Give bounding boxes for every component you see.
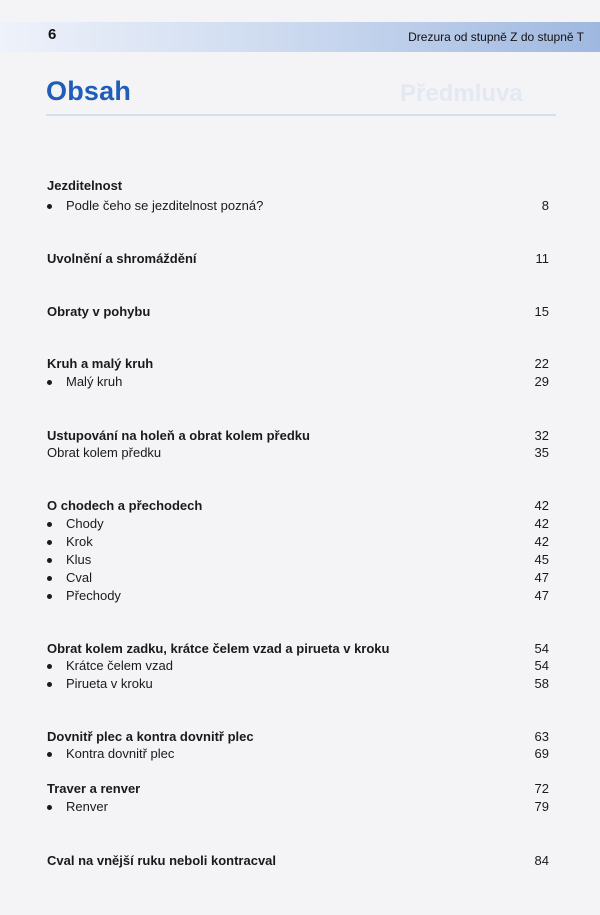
toc-section-row — [0, 251, 600, 269]
toc-section-row — [0, 304, 600, 322]
toc-page-number: 54 — [534, 658, 549, 673]
toc-page-number: 47 — [534, 588, 549, 603]
toc-section-title: Dovnitř plec a kontra dovnitř plec — [47, 729, 254, 744]
toc-page-number: 58 — [534, 676, 549, 691]
toc-page-number: 42 — [534, 498, 549, 513]
toc-section-title: Ustupování na holeň a obrat kolem předku — [47, 428, 310, 443]
toc-page-number: 69 — [534, 746, 549, 761]
toc-entry-title: Chody — [66, 516, 104, 531]
toc-section-title: Uvolnění a shromáždění — [47, 251, 197, 266]
running-title: Drezura od stupně Z do stupně T — [408, 30, 584, 44]
toc-section-row — [0, 428, 600, 446]
toc-entry-title: Renver — [66, 799, 108, 814]
toc-entry-row — [0, 658, 600, 676]
toc-entry-title: Krátce čelem vzad — [66, 658, 173, 673]
toc-entry-row — [0, 534, 600, 552]
toc-entry-row — [0, 445, 600, 463]
toc-entry-row — [0, 198, 600, 216]
toc-page-number: 29 — [534, 374, 549, 389]
toc-section-row — [0, 498, 600, 516]
toc-section-row — [0, 641, 600, 659]
toc-entry-title: Přechody — [66, 588, 121, 603]
toc-page-number: 42 — [534, 516, 549, 531]
toc-section-title: Jezditelnost — [47, 178, 123, 193]
toc-entry-title: Pirueta v kroku — [66, 676, 153, 691]
toc-section-title: Traver a renver — [47, 781, 141, 796]
toc-entry-title: Klus — [66, 552, 92, 567]
toc-section-row — [0, 178, 600, 196]
toc-page-number: 11 — [535, 251, 549, 266]
toc-entry-row — [0, 588, 600, 606]
toc-entry-row — [0, 676, 600, 694]
toc-section-title: Obrat kolem zadku, krátce čelem vzad a pirueta v kroku — [47, 641, 390, 656]
show-through-heading: Předmluva — [400, 80, 523, 107]
toc-entry-title: Kontra dovnitř plec — [66, 746, 175, 761]
toc-section-row — [0, 729, 600, 747]
toc-entry-title: Obrat kolem předku — [47, 445, 162, 460]
toc-section-row — [0, 853, 600, 871]
toc-page-number: 35 — [534, 445, 549, 460]
toc-page-number: 54 — [534, 641, 549, 656]
toc-page-number: 47 — [534, 570, 549, 585]
toc-section-title: Obraty v pohybu — [47, 304, 151, 319]
toc-page-number: 84 — [534, 853, 549, 868]
toc-page-number: 63 — [534, 729, 549, 744]
toc-entry-row — [0, 746, 600, 764]
page-number: 6 — [48, 26, 57, 43]
toc-entry-row — [0, 374, 600, 392]
toc-entry-row — [0, 516, 600, 534]
toc-entry-title: Krok — [66, 534, 93, 549]
contents-title: Obsah — [46, 76, 132, 106]
toc-entry-title: Malý kruh — [66, 374, 123, 389]
toc-entry-row — [0, 552, 600, 570]
toc-page-number: 42 — [534, 534, 549, 549]
toc-page-number: 22 — [534, 356, 549, 371]
toc-section-title: Kruh a malý kruh — [47, 356, 154, 371]
toc-section-row — [0, 356, 600, 374]
toc-page-number: 15 — [534, 304, 549, 319]
toc-entry-row — [0, 570, 600, 588]
toc-entry-title: Cval — [66, 570, 93, 585]
toc-section-title: Cval na vnější ruku neboli kontracval — [47, 853, 277, 868]
toc-page-number: 79 — [534, 799, 549, 814]
toc-section-row — [0, 781, 600, 799]
toc-page-number: 32 — [534, 428, 549, 443]
toc-entry-row — [0, 799, 600, 817]
toc-page-number: 72 — [534, 781, 549, 796]
toc-entry-title: Podle čeho se jezditelnost pozná? — [66, 198, 264, 213]
toc-page-number: 8 — [541, 198, 549, 213]
toc-page-number: 45 — [534, 552, 549, 567]
toc-section-title: O chodech a přechodech — [47, 498, 203, 513]
